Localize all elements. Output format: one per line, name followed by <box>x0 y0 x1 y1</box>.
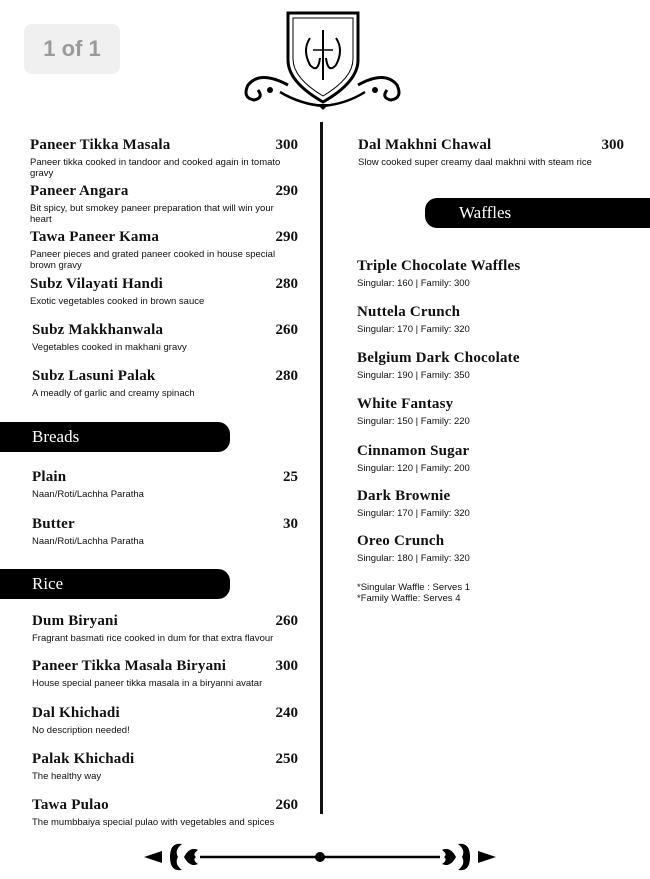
item-name: Paneer Tikka Masala <box>30 137 171 153</box>
note-line: *Singular Waffle : Serves 1 <box>357 582 470 593</box>
item-description: Naan/Roti/Lachha Paratha <box>32 536 144 547</box>
item-price: 280 <box>275 276 298 292</box>
menu-item <box>357 443 625 474</box>
menu-item <box>30 276 298 307</box>
menu-item <box>32 797 298 828</box>
item-name: Plain <box>32 469 67 485</box>
note-line: *Family Waffle: Serves 4 <box>357 593 461 604</box>
item-description: Paneer tikka cooked in tandoor and cooked again in tomato gravy <box>30 157 281 179</box>
menu-item <box>32 658 298 689</box>
item-price: 290 <box>275 183 298 199</box>
menu-item <box>30 183 298 225</box>
item-name: Nuttela Crunch <box>357 304 461 320</box>
item-price: 300 <box>601 137 624 153</box>
item-name: Paneer Angara <box>30 183 129 199</box>
menu-item <box>32 469 298 500</box>
item-name: Dark Brownie <box>357 488 451 504</box>
item-name: White Fantasy <box>357 396 454 412</box>
item-description: House special paneer tikka masala in a biryanni avatar <box>32 678 263 689</box>
footer-ornament-icon <box>140 838 500 876</box>
menu-item <box>357 258 625 289</box>
item-name: Belgium Dark Chocolate <box>357 350 520 366</box>
item-price: 260 <box>275 322 298 338</box>
item-name: Dal Makhni Chawal <box>358 137 492 153</box>
item-description: No description needed! <box>32 725 130 736</box>
menu-item <box>357 396 625 427</box>
menu-item <box>357 533 625 564</box>
item-description: The healthy way <box>32 771 102 782</box>
item-description: Fragrant basmati rice cooked in dum for that extra flavour <box>32 633 274 644</box>
menu-item <box>32 368 298 399</box>
item-price: 300 <box>275 658 298 674</box>
item-description: A meadly of garlic and creamy spinach <box>32 388 195 399</box>
item-price: 250 <box>275 751 298 767</box>
item-name: Palak Khichadi <box>32 751 135 767</box>
menu-item <box>30 229 298 271</box>
page-counter-badge: 1 of 1 <box>24 24 120 74</box>
item-name: Cinnamon Sugar <box>357 443 470 459</box>
item-price: 290 <box>275 229 298 245</box>
item-price: 25 <box>283 469 298 485</box>
menu-item <box>32 516 298 547</box>
item-name: Dal Khichadi <box>32 705 120 721</box>
rice-section-banner: Rice <box>0 569 230 599</box>
menu-item <box>357 488 625 519</box>
item-name: Triple Chocolate Waffles <box>357 258 521 274</box>
item-name: Tawa Paneer Kama <box>30 229 160 245</box>
item-price: 260 <box>275 613 298 629</box>
menu-item <box>357 304 625 335</box>
menu-item <box>358 137 624 168</box>
item-description: Vegetables cooked in makhani gravy <box>32 342 187 353</box>
item-description: Exotic vegetables cooked in brown sauce <box>30 296 205 307</box>
item-description: Singular: 150 | Family: 220 <box>357 416 470 427</box>
item-name: Paneer Tikka Masala Biryani <box>32 658 227 674</box>
item-name: Dum Biryani <box>32 613 118 629</box>
item-price: 260 <box>275 797 298 813</box>
menu-item <box>32 613 298 644</box>
item-name: Butter <box>32 516 75 532</box>
column-divider <box>320 122 323 814</box>
item-price: 30 <box>283 516 298 532</box>
item-name: Subz Vilayati Handi <box>30 276 164 292</box>
item-description: Singular: 180 | Family: 320 <box>357 553 470 564</box>
waffle-notes <box>357 582 470 604</box>
item-description: Singular: 170 | Family: 320 <box>357 508 470 519</box>
item-name: Tawa Pulao <box>32 797 109 813</box>
item-name: Subz Makkhanwala <box>32 322 164 338</box>
menu-item <box>32 705 298 736</box>
item-description: Singular: 190 | Family: 350 <box>357 370 470 381</box>
item-description: Naan/Roti/Lachha Paratha <box>32 489 144 500</box>
item-name: Oreo Crunch <box>357 533 445 549</box>
waffles-section-banner: Waffles <box>425 198 650 228</box>
item-price: 280 <box>275 368 298 384</box>
menu-item <box>30 137 298 179</box>
item-description: Singular: 160 | Family: 300 <box>357 278 470 289</box>
item-description: Paneer pieces and grated paneer cooked in house special brown gravy <box>30 249 276 271</box>
item-description: Slow cooked super creamy daal makhni with steam rice <box>358 157 592 168</box>
item-description: The mumbbaiya special pulao with vegetables and spices <box>32 817 275 828</box>
crest-logo-icon <box>240 10 405 110</box>
item-price: 300 <box>275 137 298 153</box>
item-name: Subz Lasuni Palak <box>32 368 156 384</box>
breads-section-banner: Breads <box>0 422 230 452</box>
menu-item <box>32 751 298 782</box>
menu-item <box>357 350 625 381</box>
menu-item <box>32 322 298 353</box>
item-description: Singular: 120 | Family: 200 <box>357 463 470 474</box>
item-price: 240 <box>275 705 298 721</box>
item-description: Bit spicy, but smokey paneer preparation that will win your heart <box>30 203 274 225</box>
item-description: Singular: 170 | Family: 320 <box>357 324 470 335</box>
